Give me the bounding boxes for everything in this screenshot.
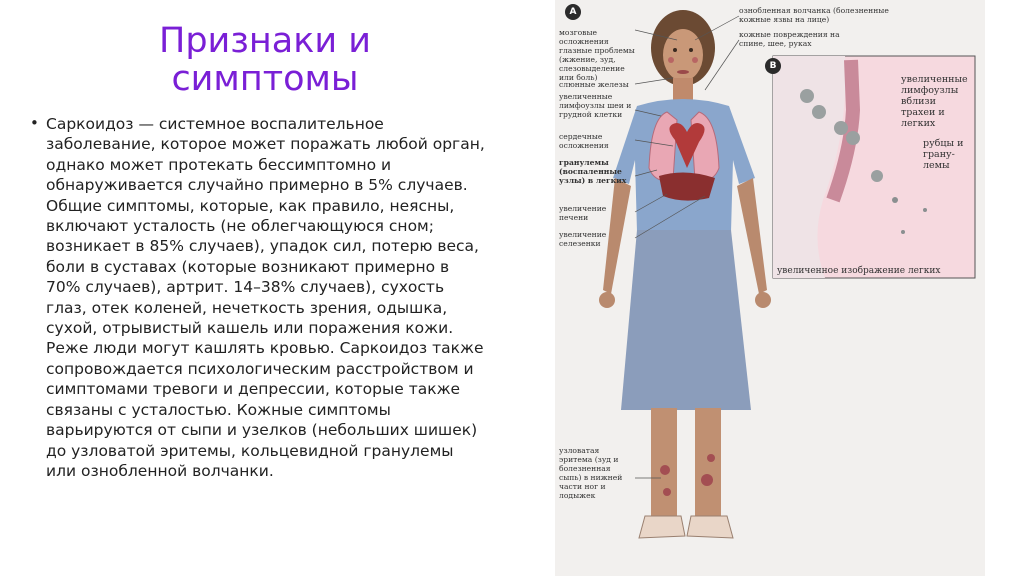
right-arm — [737, 178, 767, 294]
label-lung-scars: рубцы и грану-лемы — [923, 138, 964, 171]
bullet-marker: • — [30, 114, 39, 132]
symptoms-paragraph: Саркоидоз — системное воспалительное заболевание, которое может поражать любой орган, однако может протекать бессимптомно и обнаруживается случайно примерно в 5% случаев. Общие симптомы, которые, как правило, неясны, включают усталость (не облегчающуюся сном; возникает в 85% случаев), упадок сил, потерю веса, боли в суставах (которые возникают примерно в 70% случаев), артрит. 14–38% случаев), сухость глаз, отек коленей, нечеткость зрения, одышка, сухой, отрывистый кашель или поражения кожи. Реже люди могут кашлять кровью. Саркоидоз также сопровождается психологическим расстройством и симптомами тревоги и депрессии, которые также связаны с усталостью. Кожные симптомы варьируются от сыпи и узелков (небольших шишек) до узловатой эритемы, кольцевидной гранулемы или ознобленной волчанки. — [46, 115, 485, 480]
skirt — [621, 230, 751, 410]
lung-caption: увеличенное изображение легких — [777, 266, 941, 276]
right-leg — [695, 408, 721, 518]
left-leg — [651, 408, 677, 518]
liver — [659, 172, 715, 200]
label-lymph-nodes: увеличенные лимфоузлы шеи и грудной клетки — [559, 92, 632, 119]
label-lupus: ознобленная волчанка (болезненные кожные язвы на лице) — [739, 6, 889, 24]
label-salivary-glands: слюнные железы — [559, 80, 629, 89]
badge-a: A — [565, 4, 581, 20]
slide-title: Признаки и симптомы — [159, 21, 371, 99]
label-erythema: узловатая эритема (зуд и болезненная сыпь) в нижней части ног и лодыжек — [559, 446, 623, 500]
sarcoidosis-illustration — [555, 0, 985, 576]
label-granulomas: гранулемы (воспаленные узлы) в легких — [559, 158, 627, 185]
label-eye-problems: мозговые осложнения глазные проблемы (жжение, зуд, слезовыделение или боль) — [559, 28, 635, 82]
label-skin-lesions: кожные повреждения на спине, шее, руках — [739, 30, 840, 48]
label-heart: сердечные осложнения — [559, 132, 609, 150]
badge-b: B — [765, 58, 781, 74]
label-spleen: увеличение селезенки — [559, 230, 607, 248]
label-liver: увеличение печени — [559, 204, 607, 222]
label-lung-lymph-nodes: увеличенные лимфоузлы вблизи трахеи и легких — [901, 74, 968, 129]
